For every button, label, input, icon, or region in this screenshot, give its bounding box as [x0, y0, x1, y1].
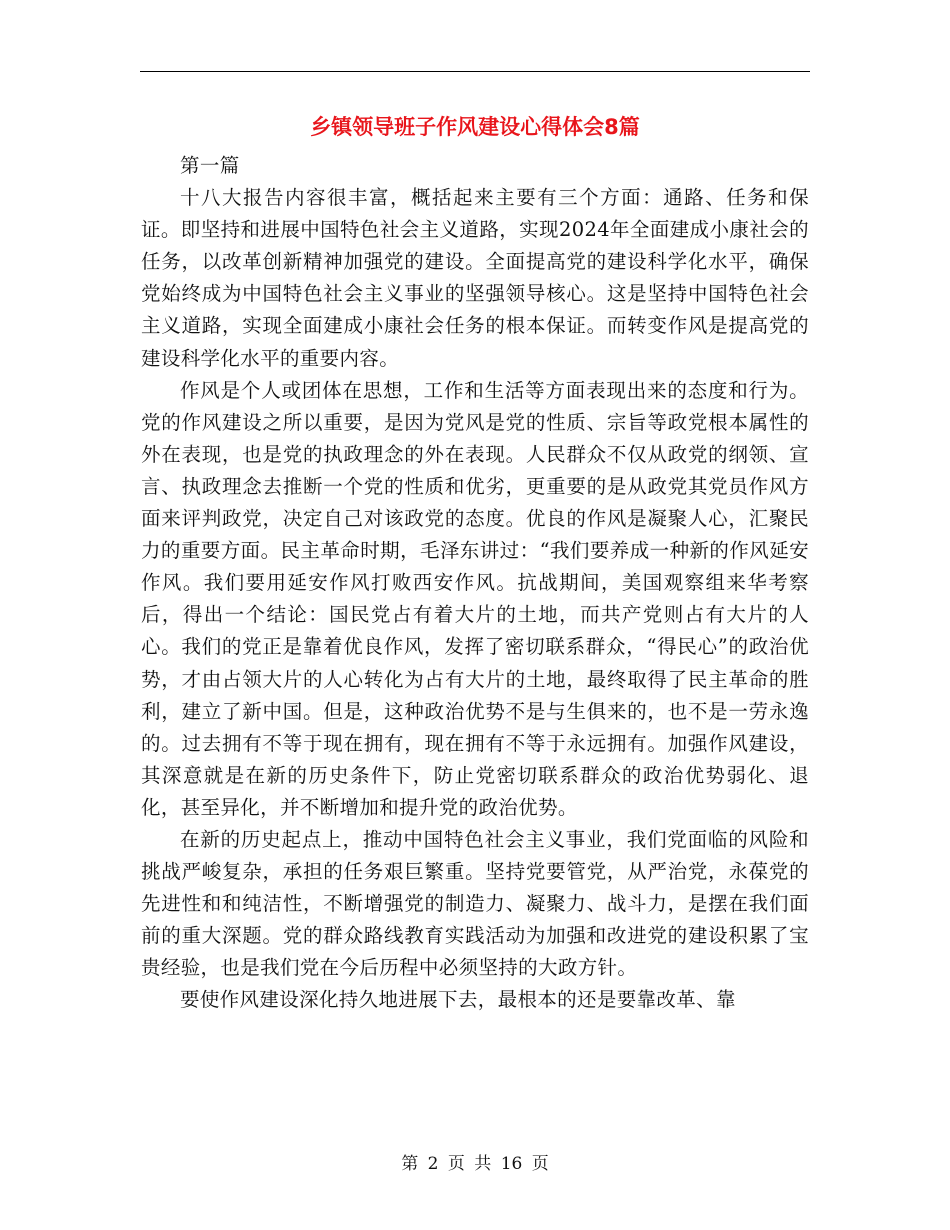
document-body — [141, 150, 809, 1017]
paragraph: 十八大报告内容很丰富，概括起来主要有三个方面：通路、任务和保证。即坚持和进展中国特色社会主义道路，实现2024年全面建成小康社会的任务，以改革创新精神加强党的建设。全面提高党的建设科学化水平，确保党始终成为中国特色社会主义事业的坚强领导核心。这是坚持中国特色社会主义道路，实现全面建成小康社会任务的根本保证。而转变作风是提高党的建设科学化水平的重要内容。 — [141, 186, 809, 370]
page-footer: 第 2 页 共 16 页 — [401, 1154, 549, 1174]
section-heading: 第一篇 — [180, 154, 240, 177]
paragraph: 要使作风建设深化持久地进展下去，最根本的还是要靠改革、靠 — [180, 988, 736, 1012]
paragraph: 在新的历史起点上，推动中国特色社会主义事业，我们党面临的风险和挑战严峻复杂，承担的任务艰巨繁重。坚持党要管党，从严治党，永葆党的先进性和和纯洁性，不断增强党的制造力、凝聚力、战斗力，是摆在我们面前的重大深题。党的群众路线教育实践活动为加强和改进党的建设积累了宝贵经验，也是我们党在今后历程中必须坚持的大政方针。 — [141, 827, 809, 980]
document-title: 乡镇领导班子作风建设心得体会8篇 — [310, 115, 640, 139]
paragraph: 作风是个人或团体在思想，工作和生活等方面表现出来的态度和行为。党的作风建设之所以重要，是因为党风是党的性质、宗旨等政党根本属性的外在表现，也是党的执政理念的外在表现。人民群众不仅从政党的纲领、宣言、执政理念去推断一个党的性质和优劣，更重要的是从政党其党员作风方面来评判政党，决定自己对该政党的态度。优良的作风是凝聚人心，汇聚民力的重要方面。民主革命时期，毛泽东讲过：“我们要养成一种新的作风延安作风。我们要用延安作风打败西安作风。抗战期间，美国观察组来华考察后，得出一个结论：国民党占有着大片的土地，而共产党则占有大片的人心。我们的党正是靠着优良作风，发挥了密切联系群众，“得民心”的政治优势，才由占领大片的人心转化为占有大片的土地，最终取得了民主革命的胜利，建立了新中国。但是，这种政治优势不是与生俱来的，也不是一劳永逸的。过去拥有不等于现在拥有，现在拥有不等于永远拥有。加强作风建设，其深意就是在新的历史条件下，防止党密切联系群众的政治优势弱化、退化，甚至异化，并不断增加和提升党的政治优势。 — [141, 378, 809, 819]
header-rule — [140, 71, 810, 72]
